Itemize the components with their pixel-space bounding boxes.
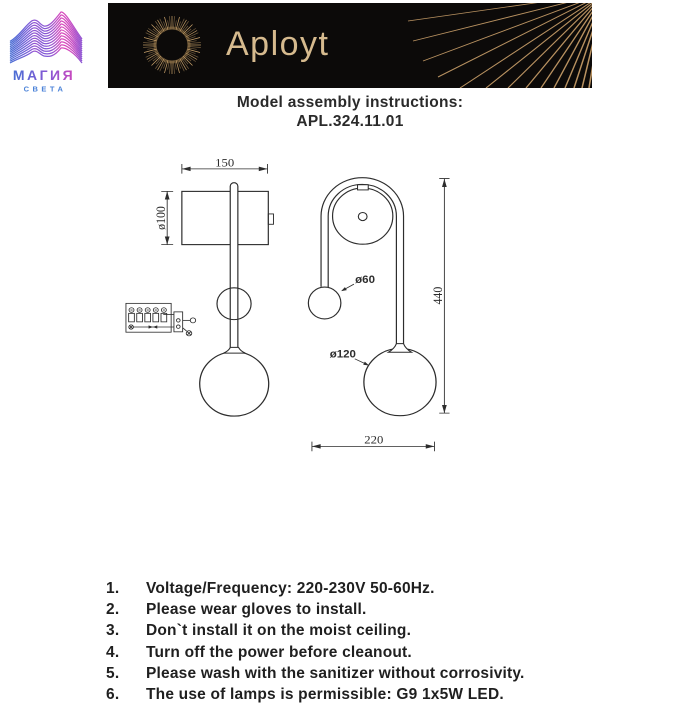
wave-graphic [10,12,82,63]
title-line1: Model assembly instructions: [236,94,464,111]
instruction-item [106,684,626,705]
instruction-number: 6. [106,686,120,704]
ground-symbol [186,331,192,336]
side-globe-collar [224,347,246,353]
dim-label-220: 220 [364,432,384,447]
technical-drawing [120,150,580,575]
instruction-text: Turn off the power before cleanout. [146,643,412,661]
instruction-item [106,620,626,641]
instruction-number: 5. [106,664,120,682]
instruction-item [106,599,626,620]
magia-logo-subtitle: СВЕТА [23,84,67,94]
brand-banner [108,3,592,88]
instruction-text: Voltage/Frequency: 220-230V 50-60Hz. [146,580,435,597]
front-view [308,178,449,451]
title-line2-model-code: APL.324.11.01 [296,113,404,130]
leader-globe-120 [355,359,369,366]
instruction-number: 1. [106,580,120,597]
terminal-screws [129,308,167,322]
instruction-text: Please wear gloves to install. [146,601,367,619]
instruction-number: 3. [106,622,120,640]
shade-rectangle [182,191,268,244]
instruction-item [106,663,626,684]
dim-label-o120: ø120 [329,349,356,361]
instruction-number: 2. [106,601,120,619]
aployt-logo-text: Aployt [226,25,330,63]
ground-screw [129,325,134,329]
dim-label-o60: ø60 [355,274,375,286]
rod [230,183,238,348]
leader-ball-60 [341,284,354,291]
front-ball [308,287,341,319]
side-view [126,156,274,416]
magia-sveta-logo [4,6,104,101]
instruction-item [106,578,626,599]
magia-logo-title: МАГИЯ [12,67,76,83]
canopy-circle [333,188,393,244]
wiring-diagram [126,303,196,336]
front-globe-collar [388,344,411,353]
page-title [0,93,700,131]
canopy-tab [358,185,369,190]
shade-switch-notch [268,214,273,224]
side-globe [200,352,269,416]
front-globe [364,348,436,415]
instruction-text: The use of lamps is permissible: G9 1x5W LED. [146,686,504,704]
dim-label-150: 150 [215,155,235,170]
instruction-text: Please wash with the sanitizer without corrosivity. [146,664,525,682]
instruction-number: 4. [106,643,120,661]
instructions-list [106,578,626,705]
dim-label-o100: ø100 [153,206,169,230]
instruction-text: Don`t install it on the moist ceiling. [146,622,412,640]
corner-rays-graphic [108,3,592,88]
dim-label-440: 440 [430,286,446,305]
instruction-item [106,642,626,663]
wire-end-circle [190,318,195,323]
